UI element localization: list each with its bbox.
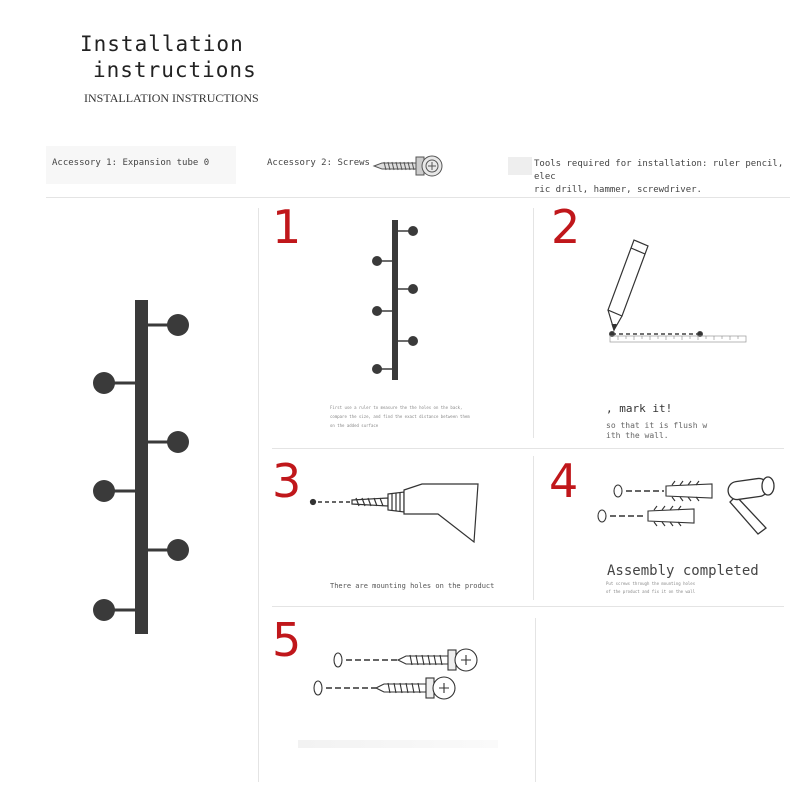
step-3-number: 3	[272, 454, 302, 508]
title-line1: Installation	[80, 32, 244, 56]
divider-top	[46, 197, 790, 198]
step-3-caption: There are mounting holes on the product	[330, 582, 495, 590]
divider-row2	[272, 606, 784, 607]
title-line2: instructions	[93, 58, 257, 82]
step-2-caption-line1: , mark it!	[606, 402, 673, 415]
screw-icon	[372, 150, 444, 182]
tools-line1: Tools required for installation: ruler pencil, elec	[534, 159, 784, 182]
drill-icon	[308, 478, 483, 548]
accessory-1-label: Accessory 1: Expansion tube 0	[52, 158, 210, 168]
step-4-number: 4	[549, 454, 579, 508]
pencil-icon	[604, 236, 654, 336]
step-2-caption-line3: ith the wall.	[606, 431, 669, 440]
tools-marker	[508, 157, 532, 175]
step-5-caption-placeholder	[298, 740, 498, 748]
step-5-number: 5	[272, 613, 302, 667]
accessory-2-label: Accessory 2: Screws	[267, 158, 370, 168]
divider-mid-bottom	[535, 618, 536, 782]
step-4-caption-main: Assembly completed	[607, 563, 759, 579]
divider-mid-middle	[533, 456, 534, 600]
divider-left	[258, 208, 259, 782]
step-5-screw-icon	[310, 642, 480, 710]
step-1-hook-rack-icon	[366, 218, 426, 382]
step-4-caption-sub1: Put screws through the mounting holes	[606, 581, 696, 586]
divider-row1	[272, 448, 784, 449]
tools-text	[534, 158, 789, 197]
step-2-number: 2	[551, 200, 581, 254]
step-2-caption-line2: so that it is flush w	[606, 421, 708, 430]
step-1-number: 1	[272, 200, 302, 254]
tools-line2: ric drill, hammer, screwdriver.	[534, 185, 702, 195]
subtitle: INSTALLATION INSTRUCTIONS	[84, 91, 259, 105]
hammer-icon	[722, 474, 782, 536]
step-1-caption: First use a ruler to measure the the holes on the back, compare the size, and find the exact distance between them on the added surface	[330, 405, 470, 428]
ruler-icon	[608, 328, 748, 348]
hook-rack-icon	[88, 296, 198, 636]
step-4-caption-sub2: of the product and fix it on the wall	[606, 589, 696, 594]
divider-mid-top	[533, 208, 534, 438]
